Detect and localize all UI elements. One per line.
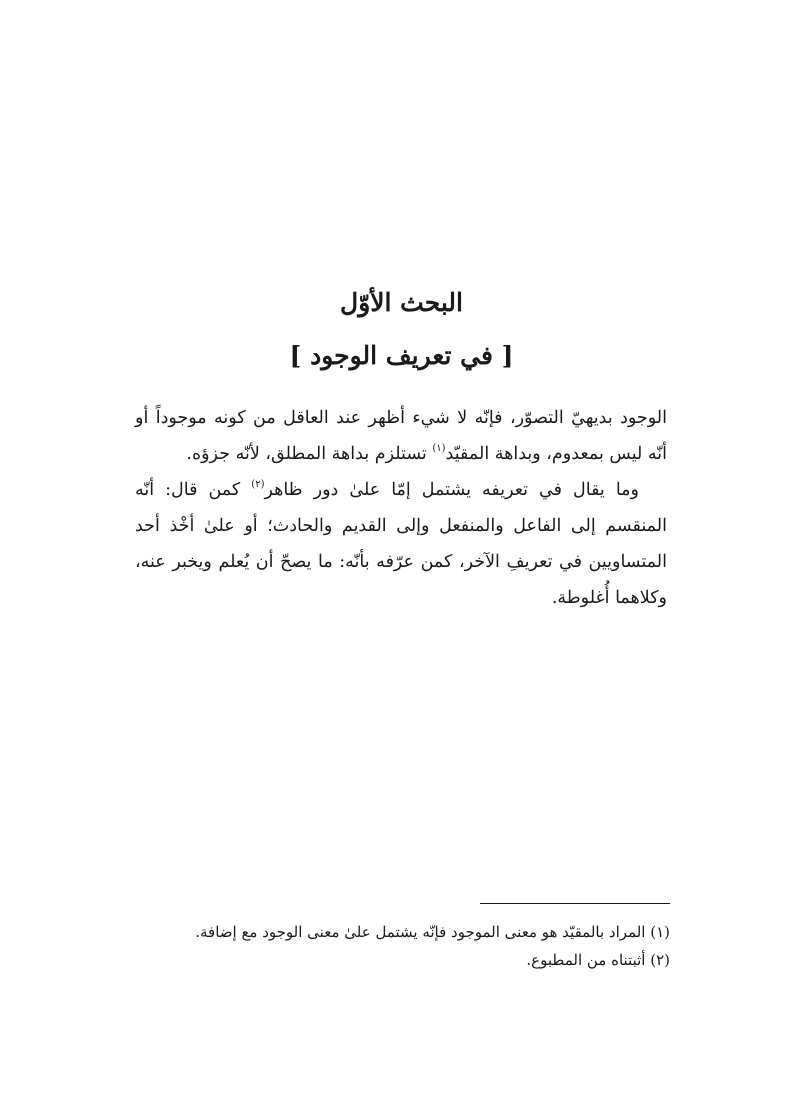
paragraph-2-text-b: كمن قال: أنّه المنقسم إلى الفاعل والمنفعل وإلى القديم والحادث؛ أو علىٰ أخْذ أحد المتساويين في تعريفِ الآخر، كمن عرّفه بأنّه: ما يصحّ أن يُعلم ويخبر عنه، وكلاهما أُغلوطة. bbox=[135, 480, 667, 608]
paragraph-1-text-a: الوجود بديهيّ التصوّر، فإنّه لا شيء أظهر عند العاقل من كونه موجوداً أو أنّه ليس بمعدوم، وبداهة المقيّد bbox=[135, 408, 667, 464]
paragraph-2 bbox=[135, 472, 667, 616]
footnote-2: (٢) أثبتناه من المطبوع. bbox=[526, 951, 670, 969]
section-subtitle: [ في تعريف الوجود ] bbox=[289, 341, 514, 370]
footnote-1: (١) المراد بالمقيّد هو معنى الموجود فإنّه يشتمل علىٰ معنى الوجود مع إضافة. bbox=[195, 923, 670, 941]
paragraph-1-text-b: تستلزم بداهة المطلق، لأنّه جزؤه. bbox=[186, 444, 433, 464]
paragraph-1 bbox=[135, 400, 667, 472]
footnotes bbox=[130, 918, 670, 974]
footnote-ref-2[interactable]: (٢) bbox=[251, 479, 265, 490]
paragraph-2-text-a: وما يقال في تعريفه يشتمل إمّا علىٰ دور ظاهر bbox=[264, 480, 639, 500]
footnote-ref-1[interactable]: (١) bbox=[432, 443, 446, 454]
footnote-divider bbox=[480, 903, 670, 904]
body-text bbox=[135, 400, 667, 616]
section-title: البحث الأوّل bbox=[340, 288, 463, 317]
